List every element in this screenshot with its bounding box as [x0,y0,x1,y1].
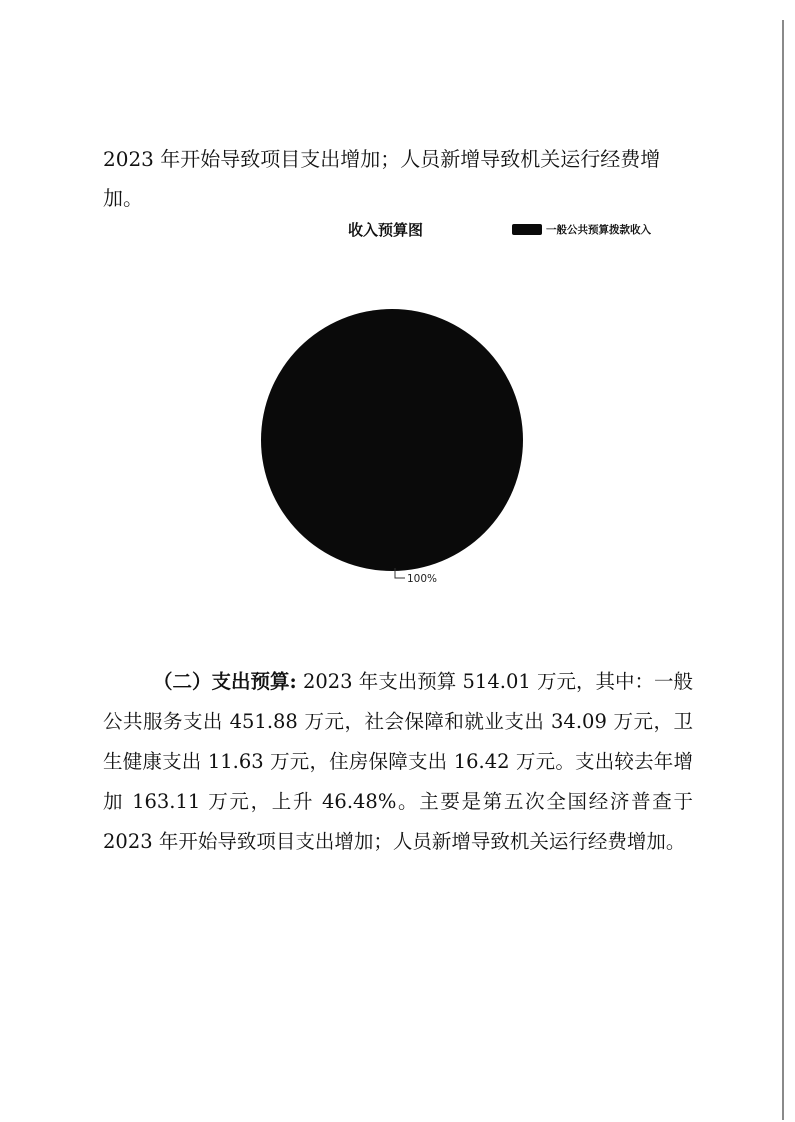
chart-title: 收入预算图 [348,221,424,239]
legend-label: 一般公共预算拨款收入 [546,224,651,236]
data-label: 100% [407,573,438,585]
section-heading: （二）支出预算: [153,670,297,693]
text-paragraph-expenditure [103,662,693,862]
pie-slice [261,309,523,571]
section-body: 2023 年支出预算 514.01 万元，其中：一般公共服务支出 451.88 万元，社会保障和就业支出 34.09 万元，卫生健康支出 11.63 万元，住房保障支出 16.42 万元。支出较去年增加 163.11 万元，上升 46.48%。主要是第五次全国经济普查于 2023 年开始导致项目支出增加；人员新增导致机关运行经费增加。 [103,670,693,853]
text-line: 加。 [103,186,143,210]
text-line: 2023 年开始导致项目支出增加；人员新增导致机关运行经费增 [103,147,661,171]
